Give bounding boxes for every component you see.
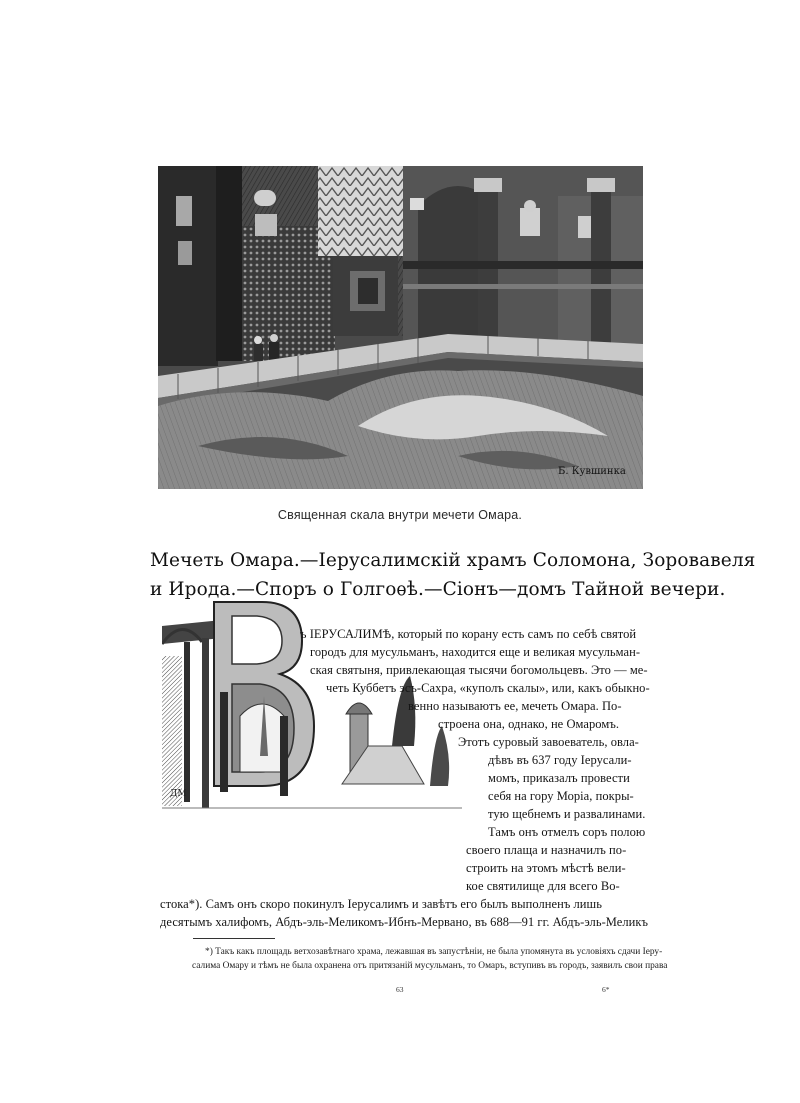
body-text-line: себя на гору Морiа, покры- [488, 789, 634, 803]
body-text-line: Тамъ онъ отмелъ соръ полою [488, 825, 646, 839]
body-text-line: городъ для мусульманъ, находится еще и великая мусульман- [310, 645, 641, 659]
body-text-line: дѣвъ въ 637 году Iерусали- [488, 753, 632, 767]
body-text-line: стока*). Самъ онъ скоро покинулъ Iерусалимъ и завѣтъ его былъ выполненъ лишь [160, 897, 602, 911]
body-text-line: венно называютъ ее, мечеть Омара. По- [408, 699, 622, 713]
footnote-line: салима Омару и тѣмъ не была охранена отъ притязанiй мусульманъ, то Омаръ, вступивъ въ городъ, заявилъ свои права [192, 961, 668, 971]
body-text-line: своего плаща и назначилъ по- [466, 843, 627, 857]
body-text-line: ъ IЕРУСАЛИМѢ, который по корану есть самъ по себѣ святой [300, 627, 637, 641]
body-text-line: момъ, приказалъ провести [488, 771, 630, 785]
signature-mark: 6* [602, 985, 610, 994]
footnote-line: *) Такъ какъ площадь ветхозавѣтнаго храма, лежавшая въ запустѣнiи, не была упомянута въ условiяхъ сдачи Iеру- [205, 947, 663, 957]
body-text-line: кое святилище для всего Во- [466, 879, 620, 893]
body-text-line: строить на этомъ мѣстѣ вели- [466, 861, 626, 875]
footnote-separator [193, 938, 275, 939]
body-text-line: Этотъ суровый завоеватель, овла- [458, 735, 639, 749]
body-text-line: тую щебнемъ и развалинами. [488, 807, 646, 821]
page-number: 63 [396, 985, 404, 994]
engraving-sacred-rock [158, 166, 643, 489]
body-text-line: четь Куббетъ эсъ-Сахра, «куполъ скалы», или, какъ обыкно- [326, 681, 650, 695]
body-text-line: десятымъ халифомъ, Абдъ-эль-Меликомъ-Ибнъ-Мервано, въ 688—91 гг. Абдъ-эль-Меликъ [160, 915, 649, 929]
figure-caption: Священная скала внутри мечети Омара. [277, 508, 523, 522]
svg-text:ДМ: ДМ [170, 789, 187, 799]
heading-line: Мечеть Омара.—Iерусалимскій храмъ Соломона, Зоровавеля [150, 550, 756, 571]
heading-line: и Ирода.—Споръ о Голгоѳѣ.—Сiонъ—домъ Тайной вечери. [150, 579, 726, 600]
body-text-line: строена она, однако, не Омаромъ. [438, 717, 620, 731]
artist-signature: Б. Кувшинка [558, 466, 626, 477]
body-text-line: ская святыня, привлекающая тысячи богомольцевъ. Это — ме- [310, 663, 648, 677]
